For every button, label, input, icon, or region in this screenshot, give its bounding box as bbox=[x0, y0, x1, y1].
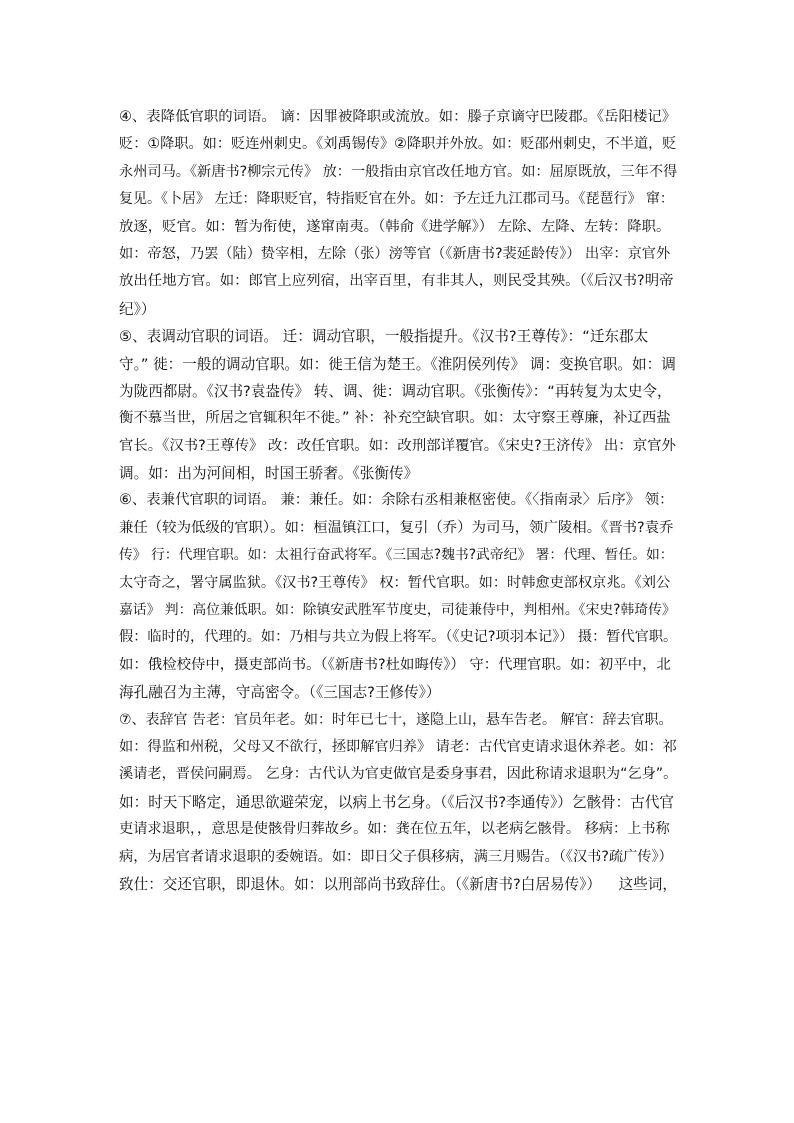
text-line: 兼任（较为低级的官职）。如：桓温镇江口，复引（乔）为司马，领广陵相。《晋书?袁乔 bbox=[119, 519, 674, 536]
text-line: 如：俄检校侍中，摄吏部尚书。（《新唐书?杜如晦传》） 守：代理官职。如：初平中，北 bbox=[119, 656, 671, 673]
document-body bbox=[119, 104, 677, 898]
text-line: 太守奇之，署守属监狱。《汉书?王尊传》 权：暂代官职。如：时韩愈吏部权京兆。《刘公 bbox=[119, 574, 671, 591]
text-line-main: 致仕：交还官职，即退休。如：以刑部尚书致辞仕。（《新唐书?白居易传》） bbox=[119, 875, 602, 893]
text-line: 衡不慕当世，所居之官辄积年不徙。” 补：补充空缺官职。如：太守察王尊廉，补辽西盐 bbox=[119, 410, 671, 427]
text-line: 守。” 徙：一般的调动官职。如：徙王信为楚王。《淮阴侯列传》 调：变换官职。如：调 bbox=[119, 355, 676, 373]
text-line: 永州司马。《新唐书?柳宗元传》 放：一般指由京官改任地方官。如：屈原既放，三年不得 bbox=[119, 163, 678, 180]
text-line: ⑦、表辞官 告老：官员年老。如：时年已七十，遂隐上山，悬车告老。 解官：辞去官职。 bbox=[119, 711, 673, 728]
text-line: 如：帝怒，乃罢（陆）贽宰相，左除（张）滂等官（《新唐书?裴延龄传》） 出宰：京官外 bbox=[119, 245, 671, 262]
text-line: ④、表降低官职的词语。 谪：因罪被降职或流放。如：滕子京谪守巴陵郡。《岳阳楼记》 bbox=[119, 109, 677, 125]
text-line: 嘉话》 判：高位兼低职。如：除镇安武胜军节度史，司徒兼侍中，判相州。《宋史?韩琦传》 bbox=[119, 602, 676, 619]
text-line: 放逐，贬官。如：暂为衔使，遂窜南夷。（韩俞《进学解》） 左除、左降、左转：降职。 bbox=[119, 218, 671, 235]
text-line: 调。如：出为河间相，时国王骄奢。《张衡传》 bbox=[119, 465, 419, 483]
text-line: 复见。《卜居》 左迁：降职贬官，特指贬官在外。如：予左迁九江郡司马。《琵琶行》 窜： bbox=[119, 191, 674, 208]
text-line: 病，为居官者请求退职的委婉语。如：即日父子俱移病，满三月赐告。（《汉书?疏广传》） bbox=[119, 848, 673, 865]
text-line: 假：临时的，代理的。如：乃相与共立为假上将军。（《史记?项羽本记》） 摄：暂代官职。 bbox=[119, 629, 678, 646]
text-line: 海孔融召为主薄，守高密令。（《三国志?王修传》） bbox=[119, 684, 441, 702]
text-line: 如：时天下略定，通思欲避荣宠，以病上书乞身。（《后汉书?李通传》）乞骸骨：古代官 bbox=[119, 793, 675, 811]
text-line: 溪请老，晋侯问嗣焉。 乞身：古代认为官吏做官是委身事君，因此称请求退职为“乞身”。 bbox=[119, 766, 678, 783]
text-line: 官长。《汉书?王尊传》 改：改任官职。如：改刑部详覆官。《宋史?王济传》 出：京官外 bbox=[119, 437, 676, 454]
text-line: 贬：①降职。如：贬连州刺史。《刘禹锡传》②降职并外放。如：贬邵州刺史，不半道，贬 bbox=[119, 136, 677, 153]
text-line: 放出任地方官。如：郎官上应列宿，出宰百里，有非其人，则民受其殃。（《后汉书?明帝 bbox=[119, 273, 674, 290]
text-line: 如：得监和州税，父母又不欲行，拯即解官归养》 请老：古代官吏请求退休养老。如：祁 bbox=[119, 738, 677, 755]
text-line: 为陇西都尉。《汉书?袁盎传》 转、调、徙：调动官职。《张衡传》：“再转复为太史令， bbox=[119, 382, 672, 400]
text-line: 吏请求退职，，意思是使骸骨归葬故乡。如：龚在位五年，以老病乞骸骨。 移病：上书称 bbox=[119, 821, 670, 838]
text-line: ⑥、表兼代官职的词语。 兼：兼任。如：余除右丞相兼枢密使。《〈指南录〉后序》 领： bbox=[119, 492, 674, 509]
text-line: ⑤、表调动官职的词语。 迁：调动官职，一般指提升。《汉书?王尊传》：“迁东郡太 bbox=[119, 328, 649, 346]
text-line-tail: 这些词， bbox=[618, 875, 677, 893]
text-line-last bbox=[119, 871, 677, 898]
text-line: 传》 行：代理官职。如：太祖行奋武将军。《三国志?魏书?武帝纪》 署：代理、暂任。如： bbox=[119, 547, 674, 564]
text-line: 纪》） bbox=[119, 300, 156, 318]
